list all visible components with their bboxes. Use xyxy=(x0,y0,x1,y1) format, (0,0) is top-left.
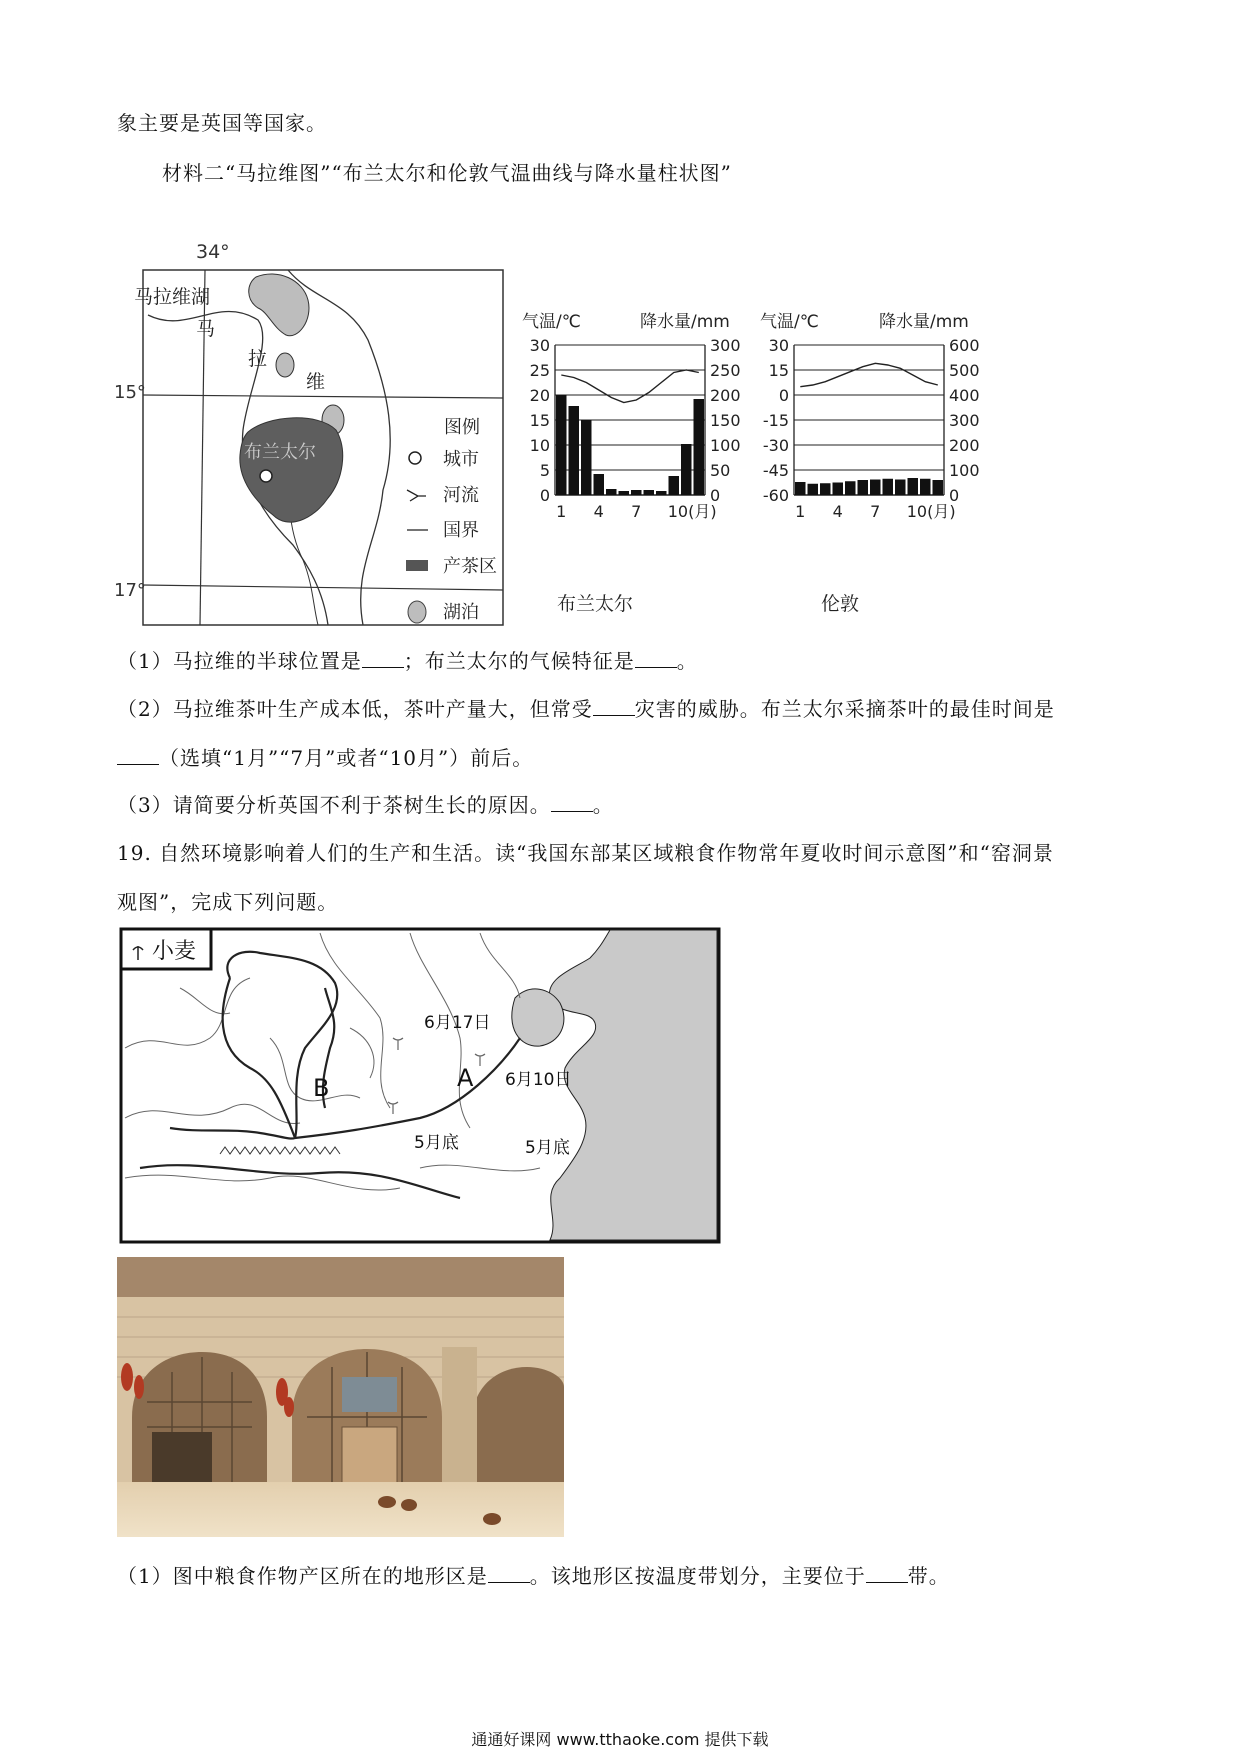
month-tick-label: 7 xyxy=(631,502,642,521)
svg-text:6月10日: 6月10日 xyxy=(505,1070,572,1090)
temp-tick-label: 25 xyxy=(529,361,550,380)
temp-tick-label: 20 xyxy=(529,386,550,405)
svg-text:马: 马 xyxy=(196,318,216,340)
precip-bar xyxy=(581,420,592,495)
svg-text:城市: 城市 xyxy=(443,449,479,470)
question-1: （1）马拉维的半球位置是 ；布兰太尔的气候特征是 。 xyxy=(117,649,698,673)
svg-text:湖泊: 湖泊 xyxy=(443,602,479,623)
answer-blank[interactable] xyxy=(635,649,677,668)
precip-bar xyxy=(656,491,667,495)
precip-bar xyxy=(631,490,642,495)
precip-bar xyxy=(619,491,630,495)
answer-blank[interactable] xyxy=(866,1564,908,1583)
precip-bar xyxy=(820,483,831,495)
cave-dwelling-photo xyxy=(117,1257,564,1537)
city-legend-icon xyxy=(409,452,421,464)
temp-tick-label: 0 xyxy=(539,486,550,505)
temp-tick-label: 30 xyxy=(768,336,789,355)
precip-tick-label: 100 xyxy=(949,461,980,480)
precip-bar xyxy=(870,480,881,496)
city-marker-blantyre xyxy=(260,470,272,482)
precip-tick-label: 0 xyxy=(710,486,721,505)
city-label: 布兰太尔 xyxy=(244,442,316,463)
precip-bar xyxy=(556,395,567,495)
svg-text:气温/℃: 气温/℃ xyxy=(760,312,819,332)
precip-tick-label: 250 xyxy=(710,361,741,380)
temp-tick-label: 10 xyxy=(529,436,550,455)
precip-bar xyxy=(895,480,906,496)
temp-tick-label: -30 xyxy=(762,436,789,455)
precip-tick-label: 50 xyxy=(710,461,731,480)
precip-tick-label: 200 xyxy=(949,436,980,455)
precip-bar xyxy=(569,406,580,495)
question-2-line2: （选填“1月”“7月”或者“10月”）前后。 xyxy=(117,742,533,771)
temp-tick-label: -15 xyxy=(762,411,789,430)
precip-bar xyxy=(795,482,806,495)
svg-text:降水量/mm: 降水量/mm xyxy=(640,312,730,332)
svg-text:降水量/mm: 降水量/mm xyxy=(879,312,969,332)
temperature-line xyxy=(800,363,938,386)
wheat-harvest-map xyxy=(120,928,720,1243)
river-legend-icon xyxy=(407,490,426,501)
precip-bar xyxy=(933,480,944,495)
point-a: A xyxy=(457,1064,474,1092)
map-legend xyxy=(406,417,497,623)
chart-blantyre-title: 布兰太尔 xyxy=(556,593,634,615)
answer-blank[interactable] xyxy=(362,649,404,668)
map-lat-top: 15° xyxy=(114,382,146,403)
chart-blantyre xyxy=(515,305,741,625)
map-lat-bottom: 17° xyxy=(114,580,146,601)
precip-tick-label: 100 xyxy=(710,436,741,455)
temp-tick-label: 5 xyxy=(539,461,550,480)
answer-blank[interactable] xyxy=(593,697,635,716)
month-tick-label: 1 xyxy=(556,502,567,521)
answer-blank[interactable] xyxy=(117,746,159,765)
tea-area-legend-icon xyxy=(406,560,428,571)
temp-tick-label: 15 xyxy=(529,411,550,430)
precip-tick-label: 400 xyxy=(949,386,980,405)
temp-tick-label: 0 xyxy=(778,386,789,405)
precip-bar xyxy=(808,484,819,495)
month-tick-label: 7 xyxy=(870,502,881,521)
precip-bar xyxy=(908,478,919,495)
svg-text:国界: 国界 xyxy=(443,520,479,541)
svg-text:6月17日: 6月17日 xyxy=(424,1013,491,1033)
temp-tick-label: 30 xyxy=(529,336,550,355)
precip-bar xyxy=(883,479,894,495)
chart-london-title: 伦敦 xyxy=(820,593,860,615)
precip-bar xyxy=(681,444,692,495)
question-2: （2）马拉维茶叶生产成本低，茶叶产量大，但常受 灾害的威胁。布兰太尔采摘茶叶的最佳时间是 xyxy=(117,697,1055,721)
month-tick-label: 10(月) xyxy=(667,502,717,521)
text-line-top: 象主要是英国等国家。 xyxy=(117,111,327,135)
precip-bar xyxy=(920,479,931,495)
page-footer: 通通好课网 www.tthaoke.com 提供下载 xyxy=(471,1730,769,1749)
month-tick-label: 10(月) xyxy=(906,502,956,521)
question-19-line2: 观图”，完成下列问题。 xyxy=(117,890,339,914)
question-3: （3）请简要分析英国不利于茶树生长的原因。 。 xyxy=(117,793,614,817)
svg-text:图例: 图例 xyxy=(444,417,480,438)
month-tick-label: 4 xyxy=(832,502,843,521)
lake-legend-icon xyxy=(408,601,426,623)
svg-text:5月底: 5月底 xyxy=(525,1138,570,1158)
precip-bar xyxy=(845,481,856,495)
precip-tick-label: 500 xyxy=(949,361,980,380)
precip-tick-label: 150 xyxy=(710,411,741,430)
precip-tick-label: 0 xyxy=(949,486,960,505)
question-19-1: （1）图中粮食作物产区所在的地形区是 。该地形区按温度带划分，主要位于 带。 xyxy=(117,1564,950,1588)
question-19-line1: 19. 自然环境影响着人们的生产和生活。读“我国东部某区域粮食作物常年夏收时间示意图”和“窑洞景 xyxy=(117,841,1054,865)
precip-tick-label: 200 xyxy=(710,386,741,405)
wheat-map-title: 小麦 xyxy=(152,939,197,964)
temperature-line xyxy=(561,370,699,403)
svg-text:维: 维 xyxy=(306,371,326,393)
precip-bar xyxy=(833,483,844,496)
precip-bar xyxy=(606,489,617,495)
precip-bar xyxy=(858,480,869,495)
month-tick-label: 4 xyxy=(593,502,604,521)
svg-text:拉: 拉 xyxy=(248,348,268,370)
answer-blank[interactable] xyxy=(488,1564,530,1583)
chart-london xyxy=(752,305,982,625)
precip-bar xyxy=(594,474,605,495)
answer-blank[interactable] xyxy=(551,793,593,812)
svg-text:气温/℃: 气温/℃ xyxy=(522,312,581,332)
map-longitude-label: 34° xyxy=(196,241,230,263)
point-b: B xyxy=(313,1074,330,1102)
svg-text:河流: 河流 xyxy=(443,485,479,506)
precip-bar xyxy=(644,490,655,495)
precip-tick-label: 600 xyxy=(949,336,980,355)
precip-tick-label: 300 xyxy=(710,336,741,355)
lake-label: 马拉维湖 xyxy=(134,286,211,308)
temp-tick-label: -45 xyxy=(762,461,789,480)
svg-text:产茶区: 产茶区 xyxy=(443,556,497,577)
precip-bar xyxy=(669,476,680,495)
precip-bar xyxy=(694,399,705,495)
svg-text:5月底: 5月底 xyxy=(414,1133,459,1153)
precip-tick-label: 300 xyxy=(949,411,980,430)
malawi-map xyxy=(108,240,518,630)
material-2-caption: 材料二“马拉维图”“布兰太尔和伦敦气温曲线与降水量柱状图” xyxy=(162,161,732,185)
temp-tick-label: -60 xyxy=(762,486,789,505)
temp-tick-label: 15 xyxy=(768,361,789,380)
month-tick-label: 1 xyxy=(795,502,806,521)
